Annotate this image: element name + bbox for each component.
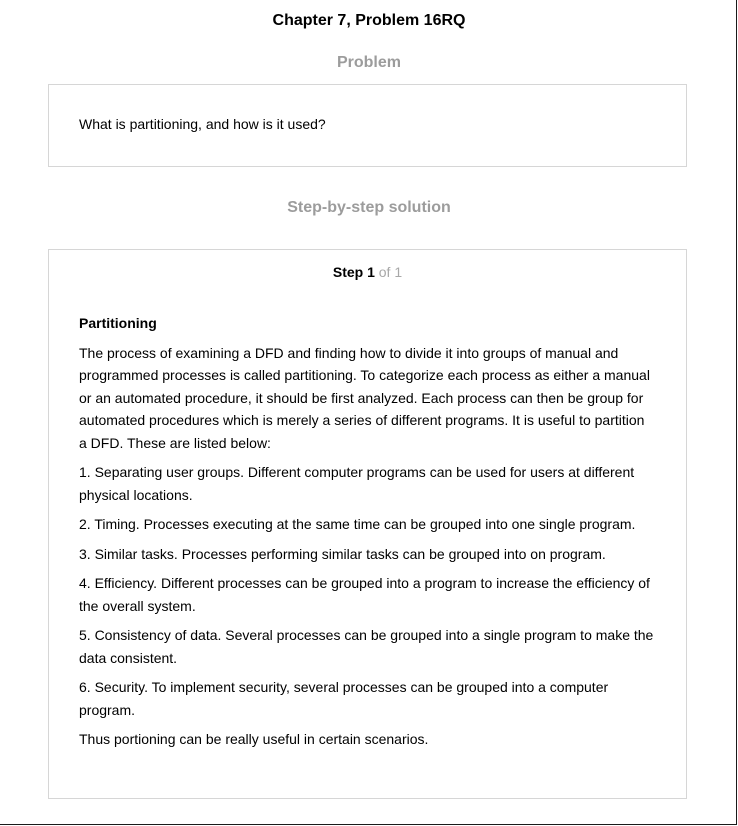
step-indicator	[49, 263, 686, 281]
list-item: 5. Consistency of data. Several processes can be grouped into a single program to make the data consistent.	[79, 627, 654, 666]
problem-heading: Problem	[336, 54, 401, 71]
list-item: 3. Similar tasks. Processes performing similar tasks can be grouped into on program.	[79, 545, 606, 562]
step-total: of 1	[378, 264, 403, 280]
problem-text: What is partitioning, and how is it used?	[79, 116, 326, 132]
solution-intro: The process of examining a DFD and finding how to divide it into groups of manual and programmed processes is called partitioning. To categorize each process as either a manual or an automated procedure, it should be first analyzed. Each process can then be group for automated procedures which is merely a series of different programs. It is useful to partition a DFD. These are listed below:	[79, 344, 650, 451]
solution-content	[79, 312, 655, 758]
solution-subtitle: Partitioning	[79, 315, 157, 331]
chapter-title: Chapter 7, Problem 16RQ	[272, 12, 466, 29]
list-item: 6. Security. To implement security, several processes can be grouped into a computer program.	[79, 679, 609, 718]
solution-conclusion: Thus portioning can be really useful in certain scenarios.	[79, 731, 429, 747]
solution-box	[48, 249, 687, 799]
list-item: 4. Efficiency. Different processes can be grouped into a program to increase the efficiency of the overall system.	[79, 575, 650, 614]
step-number: Step 1	[332, 264, 375, 280]
list-item: 1. Separating user groups. Different computer programs can be used for users at different physical locations.	[79, 464, 635, 503]
problem-box	[48, 84, 687, 167]
list-item: 2. Timing. Processes executing at the same time can be grouped into one single program.	[79, 516, 636, 532]
solution-heading: Step-by-step solution	[287, 199, 451, 216]
